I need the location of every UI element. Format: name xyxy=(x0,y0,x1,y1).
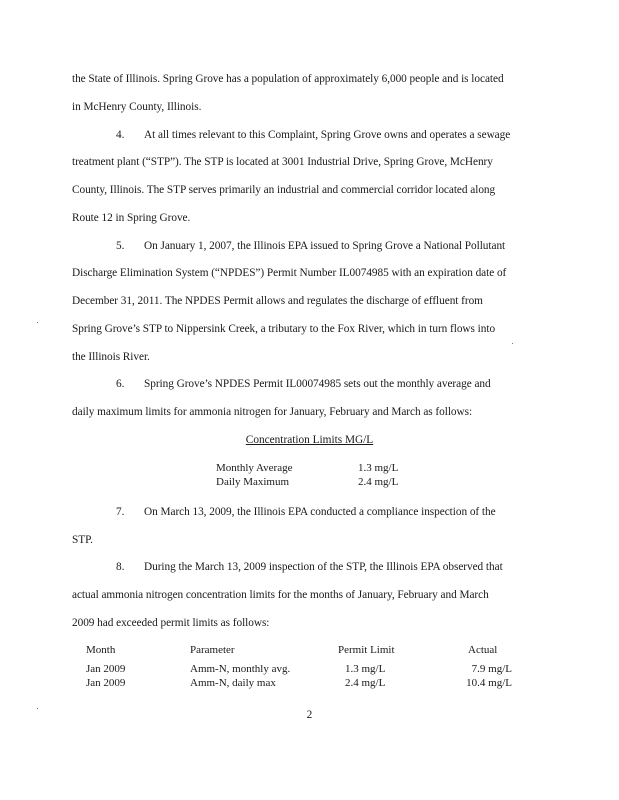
scan-speck xyxy=(37,708,38,709)
paragraph-4-number: 4. xyxy=(116,129,125,141)
paragraph-4-line-2: treatment plant (“STP”). The STP is located at 3001 Industrial Drive, Spring Grove, McHenry xyxy=(72,156,493,168)
limits-row-1-label: Monthly Average xyxy=(216,462,293,474)
scan-speck xyxy=(37,322,38,323)
exceed-row-1-actual: 7.9 mg/L xyxy=(471,663,512,675)
scan-speck xyxy=(512,343,513,344)
paragraph-8-number: 8. xyxy=(116,561,125,573)
paragraph-4-line-4: Route 12 in Spring Grove. xyxy=(72,212,191,224)
paragraph-7-line-1: On March 13, 2009, the Illinois EPA conducted a compliance inspection of the xyxy=(144,506,496,518)
paragraph-5-line-1: On January 1, 2007, the Illinois EPA issued to Spring Grove a National Pollutant xyxy=(144,240,506,252)
limits-row-1-value: 1.3 mg/L xyxy=(358,462,399,474)
paragraph-6-line-1: Spring Grove’s NPDES Permit IL00074985 sets out the monthly average and xyxy=(144,378,491,390)
paragraph-5-number: 5. xyxy=(116,240,125,252)
exceed-row-2-limit: 2.4 mg/L xyxy=(345,677,386,689)
exceed-row-1-parameter: Amm-N, monthly avg. xyxy=(190,663,291,675)
paragraph-5-line-2: Discharge Elimination System (“NPDES”) Permit Number IL0074985 with an expiration date of xyxy=(72,267,507,279)
paragraph-5-line-5: the Illinois River. xyxy=(72,351,150,363)
exceed-header-parameter: Parameter xyxy=(190,644,235,656)
paragraph-4-line-1: At all times relevant to this Complaint, Spring Grove owns and operates a sewage xyxy=(144,129,511,141)
exceed-row-1-limit: 1.3 mg/L xyxy=(345,663,386,675)
exceed-row-2-actual: 10.4 mg/L xyxy=(466,677,512,689)
paragraph-3-line-1: the State of Illinois. Spring Grove has a population of approximately 6,000 people and is located xyxy=(72,73,504,85)
paragraph-7-line-2: STP. xyxy=(72,534,93,546)
paragraph-8-line-2: actual ammonia nitrogen concentration limits for the months of January, February and March xyxy=(72,589,489,601)
limits-table-heading: Concentration Limits MG/L xyxy=(245,434,374,446)
paragraph-8-line-1: During the March 13, 2009 inspection of the STP, the Illinois EPA observed that xyxy=(144,561,503,573)
paragraph-7-number: 7. xyxy=(116,506,125,518)
paragraph-6-number: 6. xyxy=(116,378,125,390)
limits-row-2-label: Daily Maximum xyxy=(216,476,290,488)
limits-row-2-value: 2.4 mg/L xyxy=(358,476,399,488)
exceed-row-2-parameter: Amm-N, daily max xyxy=(190,677,276,689)
paragraph-8-line-3: 2009 had exceeded permit limits as follows: xyxy=(72,617,270,629)
exceed-row-1-month: Jan 2009 xyxy=(86,663,126,675)
exceed-header-permit-limit: Permit Limit xyxy=(338,644,395,656)
paragraph-5-line-3: December 31, 2011. The NPDES Permit allows and regulates the discharge of effluent from xyxy=(72,295,483,307)
paragraph-4-line-3: County, Illinois. The STP serves primarily an industrial and commercial corridor located along xyxy=(72,184,496,196)
page-number: 2 xyxy=(306,709,313,721)
paragraph-6-line-2: daily maximum limits for ammonia nitrogen for January, February and March as follows: xyxy=(72,406,473,418)
paragraph-5-line-4: Spring Grove’s STP to Nippersink Creek, a tributary to the Fox River, which in turn flows into xyxy=(72,323,496,335)
paragraph-3-line-2: in McHenry County, Illinois. xyxy=(72,101,202,113)
exceed-row-2-month: Jan 2009 xyxy=(86,677,126,689)
exceed-header-actual: Actual xyxy=(468,644,498,656)
exceed-header-month: Month xyxy=(86,644,116,656)
